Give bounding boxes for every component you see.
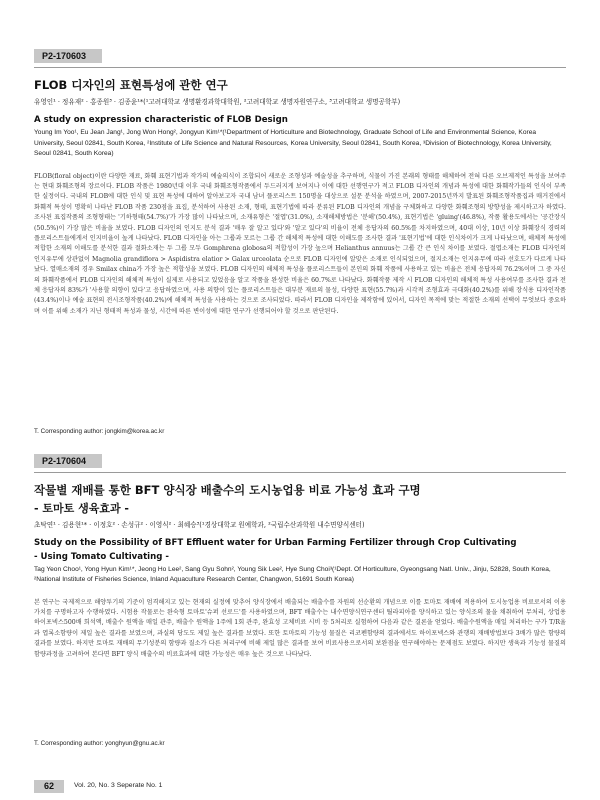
paper-entry-2	[34, 449, 566, 747]
korean-authors: 유영인¹ · 정유재² · 홍종원³ · 김종윤¹*(¹고려대학교 생명환경과학대학원, ²고려대학교 생명자원연구소, ³고려대학교 생명공학부)	[34, 98, 401, 106]
abstract-text: 본 연구는 국제적으로 해양투기의 기준이 엄격해지고 있는 현재의 실정에 맞추어 양식장에서 배출되는 배출수를 자원의 선순환의 개념으로 이를 토마토 재배에 적용하여 도시농업용 비료로서의 이용가치를 구명하고자 수행하였다. 시험용 작물로는 완숙형 토마토'슈퍼 선로드'를 사용하였으며, BFT 배출수는 내수면양식연구센터 틸라피아를 양식하고 있는 양식조의 물을 채취하여 무처리, 상업용 하이포넥스500배 희석액, 배출수 원액을 매일 관주, 배출수 원액을 1주에 1회 관주, 완효성 고체비료 시비 등 5처리로 실험하여 다음과 같은 결론을 얻었다. 배출수원액을 매일 처리하는 구가 T/R율과 엽록소함량이 제일 높은 결과를 보였으며, 과실의 당도도 제일 높은 결과를 보였다. 또한 토마토의 기능성 물질은 리코펜함량의 결과에서도 하이포넥스와 관행의 재배방법보다 3배가 많은 함량의 결과를 보였다. 하지만 토마토 재배의 무기성분의 함량과 질소가 다른 처리구에 비해 제일 많은 결과를 보여 비료사용으로서의 보완점을 연구해야하는 문제점도 보였다. 하지만 생육과 기능성 물질의 함량과정을 고려하여 본다면 BFT 양식 배출수의 비료효과에 대한 가능성은 매우 높은 것으로 나타났다.	[34, 598, 566, 658]
korean-title: 작물별 재배를 통한 BFT 양식장 배출수의 도시농업용 비료 가능성 효과 구명	[34, 482, 421, 497]
paper-code-badge: P2-170603	[34, 49, 102, 63]
page-number: 62	[34, 780, 64, 793]
abstract-text: FLOB(floral object)이란 다양한 재료, 화훼 표현기법과 작가의 예술의식이 조합되어 새로운 조형성과 예술성을 추구하며, 식물이 가진 본래의 형태를 해체하여 전혀 다른 오브제적인 특성을 보여주는 현대 화훼조형의 장르이다. FLOB 작품은 1980년대 이후 국내 화훼조형작품에서 두드러지게 보여지나 이에 대한 선행연구가 적고 FLOB 디자인의 개념과 특성에 대한 화훼작가들의 인식이 부족한 실정이다. 국내의 FLOB에 대한 인식 및 표현 특성에 대하여 알아보고자 국내 남녀 플로리스트 150명을 대상으로 설문 분석을 하였으며, 2007-2015년까지 발표된 화훼조형작품집과 매거진에서 화훼적 특성이 명확히 나타난 FLOB 작품 230점을 표집, 분석하여 사용된 소재, 형태, 표현기법에 따라 분류된 FLOB 디자인의 개념을 구체화하고 다양한 화훼조형의 방향성을 제시하고자 하였다. 조사된 표집작품의 조형형태는 '기하형태(54.7%)'가 가장 많이 나타났으며, 소재유형은 '절엽'(31.0%), 소재해체방법은 '분해'(50.4%), 표현기법은 'gluing'(46.8%), 작품 활용도에서는 '공간장식(50.5%)이 가장 많은 비율을 보였다. FLOB 디자인의 인지도 분석 결과 '매우 잘 알고 있다'와 '알고 있다'의 비율이 전체 응답자의 60.5%를 차지하였으며, 40대 이상, 10년 이상 화훼장식 경력의 플로리스트들에게서 인지비율이 높게 나타났다. FLOB 디자인을 아는 그룹과 모르는 그룹 간 해체적 특성에 대한 이해도를 조사한 결과 '표현기법'에 대한 인식차이가 크게 나타났으며, 해체적 특성에 적합한 소재의 이해도를 분석한 결과 절화소재는 두 그룹 모두 Gomphrena globosa의 적합성이 가장 높으며 Helianthus annuus는 그룹 간 큰 인식 차이를 보였다. 절엽소재는 FLOB 디자인의 인지유무에 상관없이 Magnolia grandiflora > Aspidistra elatior > Galax urceolata 순으로 FLOB 디자인에 알맞은 소재로 인식되었으며, 절지소재는 인지유무에 따라 선호도가 다르게 나타났다. 열매소재의 경우 Smilax china가 가장 높은 적합성을 보였다. FLOB 디자인의 해체적 특성을 플로리스트들이 본인의 화훼 작품에 사용하고 있는 비율은 전체 응답자의 76.2%이며 그 중 자신의 화훼작품에서 FLOB 디자인의 해체적 특성이 실제로 사용되고 있었음을 알고 작품을 완성한 비율은 60.7%로 나타났다. 화훼작품 제작 시 FLOB 디자인의 해체적 특성 사용여부를 조사한 결과 전체 응답자의 83%가 '사용할 의향이 있다'고 응답하였으며, 사용 의향이 있는 플로리스트들은 대부분 재료의 물성, 다양한 표현(55.7%)과 시각적 조형효과 극대화(40.2%)를 위해 장식용 디자인작품(43.4%)이나 예술 표현의 전시조형작품(40.2%)에 해체적 특성을 사용하는 것으로 조사되었다. 따라서 FLOB 디자인을 제작함에 있어서, 디자인 목적에 맞는 적절한 소재의 선택이 무엇보다 중요하며 이를 위해 소재가 지닌 형태적 특성과 물성, 시간에 따른 변이성에 대한 연구가 선행되어야 할 것으로 판단된다.	[34, 172, 566, 315]
english-title: A study on expression characteristic of FLOB Design	[34, 115, 288, 125]
page-content	[34, 44, 566, 747]
paper-code-badge: P2-170604	[34, 454, 102, 468]
corresponding-author: T. Corresponding author: jongkim@korea.ac.kr	[34, 427, 165, 435]
english-authors: Tag Yeon Choo¹, Yong Hyun Kim¹*, Jeong Ho Lee², Sang Gyu Sohn², Young Sik Lee², Hye Sung Choi³(¹Dept. Of Horticulture, Gyeongsang Natl. Univ., Jinju, 52828, South Korea, ²National Institute of Fisheries Science, Inland Aquaculture Research Center, Changwon, 51691 South Korea)	[34, 565, 551, 583]
english-subtitle: - Using Tomato Cultivating -	[34, 551, 169, 562]
page-footer	[0, 780, 600, 794]
english-title: Study on the Possibility of BFT Effluent water for Urban Farming Fertilizer through Crop Cultivating	[34, 537, 517, 548]
corresponding-author: T. Corresponding author: yonghyun@gnu.ac.kr	[34, 739, 165, 747]
divider	[34, 67, 566, 68]
english-authors: Young Im Yoo¹, Eu Jean Jang¹, Jong Won Hong², Jongyun Kim¹*(¹Department of Horticulture and Biotechnology, Graduate School of Life and Environmental Science, Korea University, Seoul 02841, South Korea, ²Institute of Life Science and Natural Resources, Korea University, Seoul 02841, South Korea, ³Division of Biotechnology, Korea University, Seoul 02841, South Korea)	[34, 129, 552, 157]
korean-title: FLOB 디자인의 표현특성에 관한 연구	[34, 78, 228, 92]
issue-info: Vol. 20, No. 3 Seperate No. 1	[74, 782, 163, 789]
divider	[34, 472, 566, 473]
korean-authors: 초탁연¹ · 김용현¹* · 이정호² · 손성규² · 이영식² · 최혜승³(¹경상대학교 원예학과, ²국립수산과학원 내수면양식센터)	[34, 520, 365, 529]
paper-entry-1	[34, 44, 566, 435]
korean-subtitle: - 토마토 생육효과 -	[34, 501, 130, 515]
